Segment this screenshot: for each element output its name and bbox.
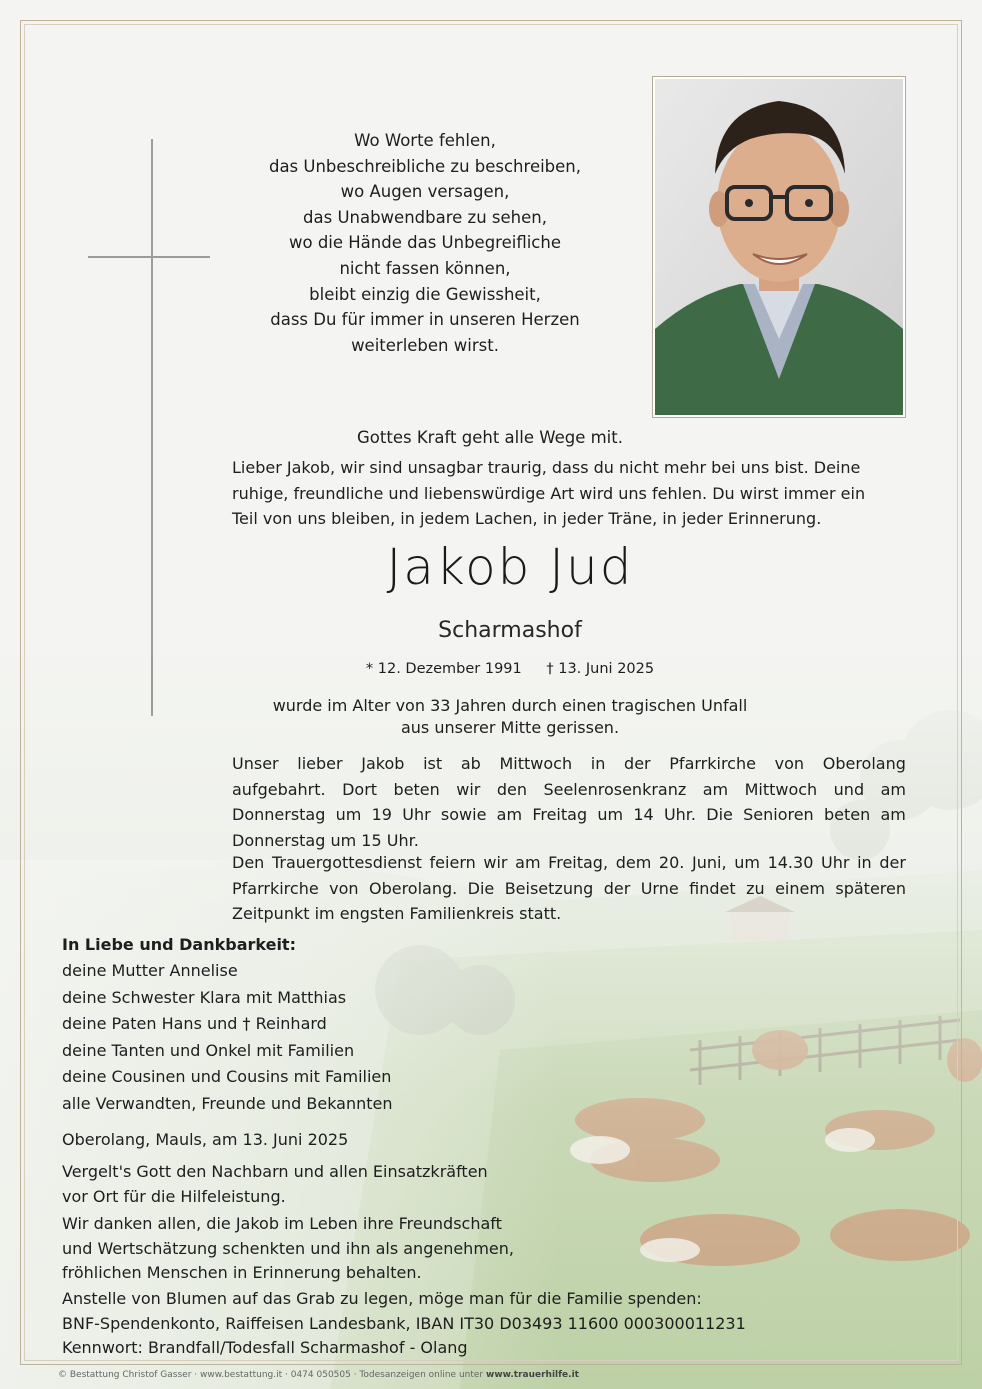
note-line: BNF-Spendenkonto, Raiffeisen Landesbank, IBAN IT30 D03493 11600 000300011231 [62, 1313, 746, 1333]
word: Oberolang [822, 754, 906, 773]
age-text [250, 695, 770, 739]
note-line: vor Ort für die Hilfeleistung. [62, 1186, 286, 1206]
life-dates [300, 661, 720, 677]
paragraph-line [232, 901, 906, 927]
word: 20. [658, 853, 685, 872]
word: Beisetzung [504, 878, 594, 898]
word: am [880, 805, 906, 824]
word: Senioren [743, 805, 814, 824]
word: Freitag [532, 805, 588, 824]
note-line: Vergelt's Gott den Nachbarn und allen Einsatzkräften [62, 1162, 488, 1181]
word: lieber [297, 754, 343, 773]
word: Jakob [361, 754, 405, 773]
family-member: deine Schwester Klara mit Matthias [62, 987, 347, 1007]
deceased-name: Jakob Jud [386, 538, 634, 596]
intro-line: Teil von uns bleiben, in jedem Lachen, in jeder Träne, in jeder Erinnerung. [232, 509, 822, 528]
word: zu [746, 878, 765, 898]
poem-line: dass Du für immer in unseren Herzen [270, 310, 580, 330]
poem-line: wo Augen versagen, [340, 182, 510, 202]
note-line: fröhlichen Menschen in Erinnerung behalten. [62, 1263, 422, 1282]
place-date: Oberolang, Mauls, am 13. Juni 2025 [62, 1130, 349, 1149]
footer-link[interactable]: www.trauerhilfe.it [486, 1370, 579, 1380]
word: um [734, 853, 760, 872]
poem [225, 128, 625, 358]
word: Oberolang. [368, 878, 458, 898]
word: ab [460, 754, 481, 773]
word: einem [775, 878, 825, 898]
donation-note [62, 1287, 746, 1361]
word: findet [689, 878, 736, 898]
portrait-photo [652, 76, 906, 418]
word: 19 [371, 805, 392, 824]
note-line: Kennwort: Brandfall/Todesfall Scharmashof - Olang [62, 1338, 468, 1357]
cross-icon [151, 139, 153, 716]
word: beten [823, 805, 871, 824]
word: Seelenrosenkranz [543, 779, 687, 799]
intro-text [232, 455, 906, 532]
note-line: Anstelle von Blumen auf das Grab zu legen, möge man für die Familie spenden: [62, 1289, 702, 1308]
word: wir [483, 853, 508, 872]
poem-line: wo die Hände das Unbegreifliche [288, 233, 561, 253]
word: Die [706, 805, 733, 824]
word: aufgebahrt. [232, 779, 326, 799]
poem-line: weiterleben wirst. [351, 335, 499, 355]
family-member: alle Verwandten, Freunde und Bekannten [62, 1093, 393, 1113]
word: von [774, 754, 805, 773]
word: um [597, 805, 624, 824]
paragraph-line-text: Zeitpunkt im engsten Familienkreis statt. [232, 904, 562, 923]
note-line: Wir danken allen, die Jakob im Leben ihre Freundschaft [62, 1214, 502, 1233]
viewing-paragraph [232, 751, 906, 853]
word: Freitag, [548, 853, 609, 872]
word: Pfarrkirche [232, 878, 319, 898]
age-line: wurde im Alter von 33 Jahren durch einen tragischen Unfall [272, 696, 748, 715]
word: Donnerstag [232, 805, 326, 824]
paragraph-line [232, 876, 906, 902]
paragraph-line [232, 751, 906, 777]
paragraph-line [232, 777, 906, 803]
intro-line: ruhige, freundliche und liebenswürdige Art wird uns fehlen. Du wirst immer ein [232, 483, 866, 503]
family-member: deine Paten Hans und † Reinhard [62, 1014, 327, 1033]
word: 14.30 [767, 853, 814, 872]
family-member: deine Cousinen und Cousins mit Familien [62, 1067, 392, 1086]
word: in [590, 754, 606, 773]
paragraph-line [232, 850, 906, 876]
word: späteren [835, 878, 906, 898]
thanks-heading: In Liebe und Dankbarkeit: [62, 935, 296, 954]
word: der [624, 754, 651, 773]
funeral-paragraph [232, 850, 906, 927]
age-line: aus unserer Mitte gerissen. [400, 718, 620, 737]
intro-line: Lieber Jakob, wir sind unsagbar traurig, dass du nicht mehr bei uns bist. Deine [232, 458, 861, 477]
poem-line: das Unbeschreibliche zu beschreiben, [268, 156, 582, 176]
portrait-image [655, 79, 903, 415]
word: den [496, 779, 527, 799]
word: Trauergottesdienst [271, 853, 422, 872]
word: um [335, 805, 362, 824]
word: Uhr [402, 805, 431, 824]
word: Unser [232, 754, 279, 773]
paragraph-line [232, 802, 906, 828]
word: Juni, [692, 853, 727, 872]
word: feiern [429, 853, 476, 872]
word: am [496, 805, 523, 824]
word: Dort [342, 779, 378, 799]
thanks-helpers-note [62, 1160, 488, 1209]
family-list [62, 958, 393, 1117]
poem-line: Wo Worte fehlen, [354, 131, 496, 150]
paragraph-line-text: Donnerstag um 15 Uhr. [232, 830, 419, 850]
word: am [880, 779, 906, 799]
motto: Gottes Kraft geht alle Wege mit. [357, 428, 623, 447]
thanks-friends-note [62, 1212, 514, 1286]
word: der [879, 853, 906, 872]
word: Mittwoch [744, 779, 818, 799]
word: wir [456, 779, 481, 799]
footer [58, 1370, 579, 1380]
poem-line: bleibt einzig die Gewissheit, [309, 284, 541, 304]
word: dem [615, 853, 652, 872]
note-line: und Wertschätzung schenkten und ihn als angenehmen, [62, 1238, 514, 1258]
word: und [833, 779, 865, 799]
word: Uhr [821, 853, 850, 872]
family-member: deine Tanten und Onkel mit Familien [62, 1040, 355, 1060]
word: Mittwoch [499, 754, 573, 773]
poem-line: nicht fassen können, [339, 258, 511, 278]
farm-name: Scharmashof [438, 618, 582, 643]
word: beten [393, 779, 440, 799]
death-date: † 13. Juni 2025 [546, 661, 655, 677]
poem-line: das Unabwendbare zu sehen, [303, 207, 547, 227]
family-member: deine Mutter Annelise [62, 961, 238, 980]
word: der [603, 878, 631, 898]
word: am [702, 779, 729, 799]
word: 14 [633, 805, 654, 824]
word: Pfarrkirche [669, 754, 756, 773]
word: in [857, 853, 872, 872]
word: von [329, 878, 359, 898]
birth-date: * 12. Dezember 1991 [365, 661, 522, 677]
word: sowie [440, 805, 487, 824]
word: Den [232, 853, 265, 872]
cross-icon-bar [88, 256, 210, 258]
word: Die [467, 878, 495, 898]
word: ist [423, 754, 443, 773]
word: Urne [640, 878, 679, 898]
word: Uhr. [663, 805, 696, 824]
footer-text: © Bestattung Christof Gasser · www.bestattung.it · 0474 050505 · Todesanzeigen online unter [58, 1370, 486, 1380]
word: am [515, 853, 541, 872]
